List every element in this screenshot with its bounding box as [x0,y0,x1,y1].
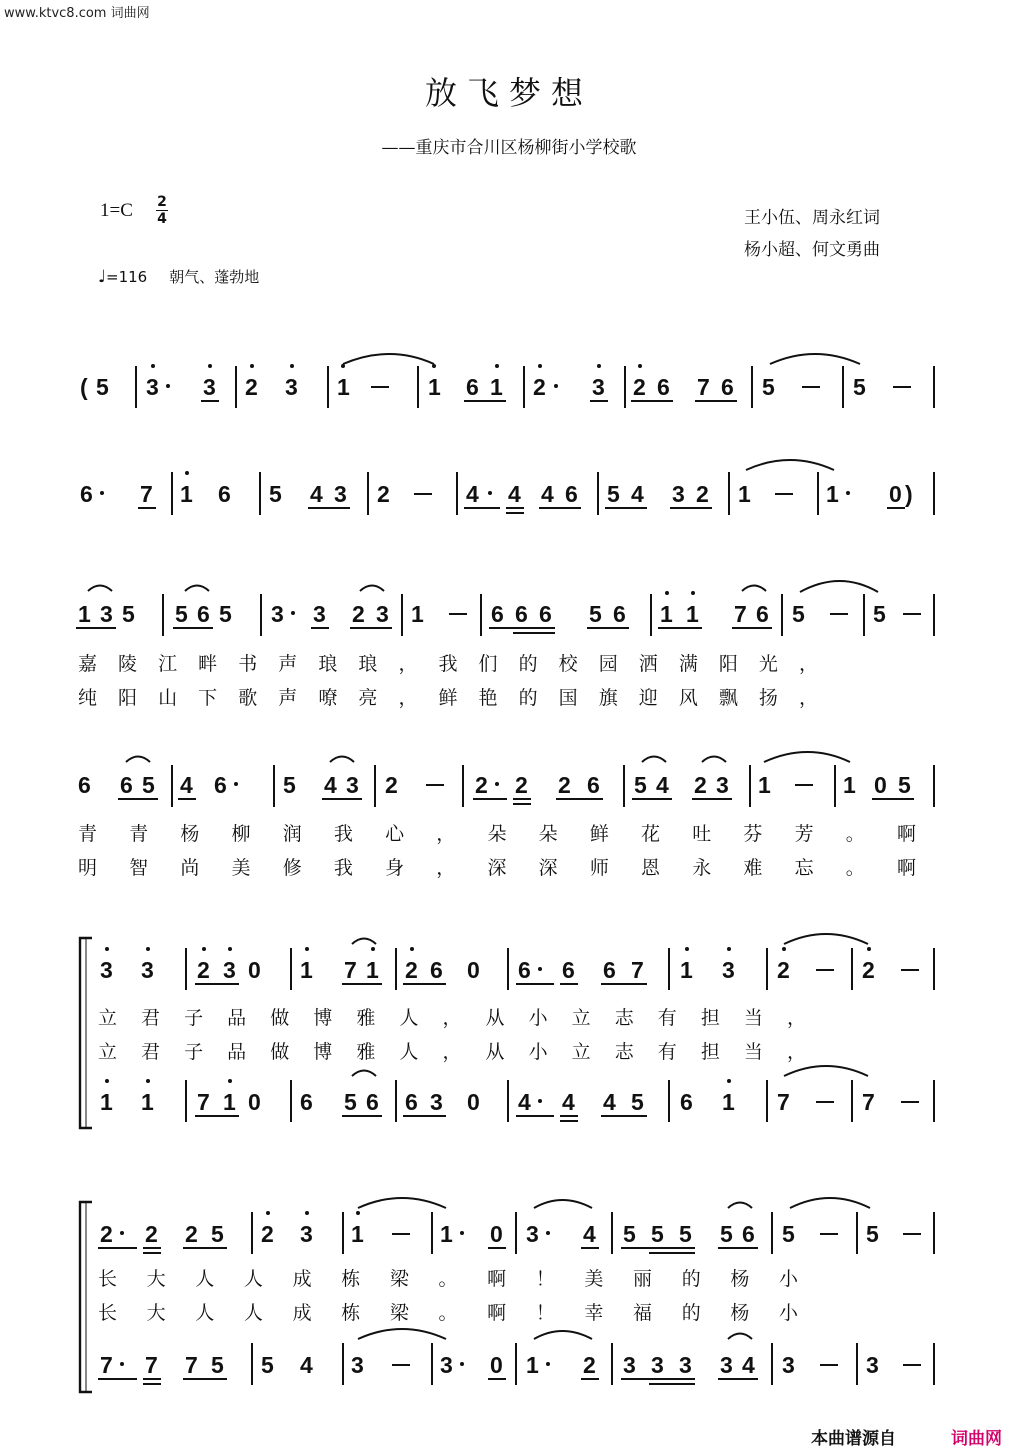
note: 4 [300,1352,313,1378]
note: 5 [679,1221,692,1247]
note: 3 [223,957,236,983]
quarter-note-icon: ♩ [98,267,107,287]
repeat-paren-close: ) [905,481,913,507]
note: 1 [366,957,379,983]
note: 2 [185,1221,198,1247]
note: 4 [656,772,669,798]
note: 2 [583,1352,596,1378]
note: 4 [180,772,193,798]
note: 2 [696,481,709,507]
note: 3 [203,374,216,400]
note: 3 [146,374,159,400]
system-3 [76,581,934,636]
note: 5 [142,772,155,798]
note: 1 [490,374,503,400]
note: 4 [324,772,337,798]
note: 6 [366,1089,379,1115]
key-signature: 1=C [100,200,133,221]
system-6 [80,1198,934,1392]
lyric-line-s4-v2: 明智尚美修我身，深深师恩永难忘。啊 [78,857,916,879]
note: 4 [518,1089,531,1115]
note: 6 [603,957,616,983]
note: 6 [742,1221,755,1247]
note: 6 [214,772,227,798]
note: 6 [539,601,552,627]
note: 3 [722,957,735,983]
note: 2 [385,772,398,798]
note: 2 [777,957,790,983]
note: 2 [694,772,707,798]
note: 5 [634,772,647,798]
note: 4 [466,481,479,507]
note: 5 [344,1089,357,1115]
note: 0 [248,957,261,983]
note: 7 [344,957,357,983]
time-signature-bottom: 4 [157,211,167,227]
note: 6 [680,1089,693,1115]
system-1 [80,354,934,408]
note: 2 [245,374,258,400]
note: 5 [261,1352,274,1378]
note: 6 [491,601,504,627]
note: 3 [672,481,685,507]
note: 5 [283,772,296,798]
note: 6 [120,772,133,798]
note: 6 [515,601,528,627]
time-signature [156,194,168,227]
note: 5 [853,374,866,400]
note: 0 [467,957,480,983]
note: 5 [873,601,886,627]
song-title: 放飞梦想 [424,74,593,112]
note: 6 [756,601,769,627]
note: 2 [633,374,646,400]
tempo-marking [98,266,259,287]
lyric-line-s5-v1: 立君子品做博雅人，从小立志有担当， [98,1007,806,1029]
note: 1 [843,772,856,798]
lyric-line-s6-v1: 长大人人成栋梁。啊！美丽的杨小 [98,1268,799,1290]
note: 6 [587,772,600,798]
note: 4 [603,1089,616,1115]
note: 5 [211,1221,224,1247]
note: 5 [782,1221,795,1247]
note: 3 [300,1221,313,1247]
note: 3 [141,957,154,983]
note: 6 [430,957,443,983]
note: 1 [686,601,699,627]
note: 3 [430,1089,443,1115]
note: 7 [631,957,644,983]
note: 3 [623,1352,636,1378]
note: 0 [889,481,902,507]
note: 2 [533,374,546,400]
note: 2 [475,772,488,798]
note: 1 [351,1221,364,1247]
note: 0 [490,1352,503,1378]
note: 3 [346,772,359,798]
note: 6 [565,481,578,507]
note: 6 [80,481,93,507]
note: 1 [337,374,350,400]
note: 1 [180,481,193,507]
note: 5 [96,374,109,400]
note: 2 [100,1221,113,1247]
note: 1 [680,957,693,983]
time-signature-top: 2 [157,194,167,210]
note: 0 [248,1089,261,1115]
note: 1 [526,1352,539,1378]
note: 1 [758,772,771,798]
lyric-line-s5-v2: 立君子品做博雅人，从小立志有担当， [98,1041,806,1063]
note: 3 [271,601,284,627]
note: 3 [351,1352,364,1378]
note: 7 [197,1089,210,1115]
song-subtitle: ——重庆市合川区杨柳街小学校歌 [381,138,637,158]
note: 3 [720,1352,733,1378]
note: 7 [862,1089,875,1115]
score-notation [76,354,934,1392]
note: 6 [78,772,91,798]
note: 5 [175,601,188,627]
note: 1 [223,1089,236,1115]
note: 2 [515,772,528,798]
system-4 [78,752,934,807]
lyric-line-s4-v1: 青青杨柳润我心，朵朵鲜花吐芬芳。啊 [78,823,916,845]
system-5 [80,934,934,1128]
note: 3 [679,1352,692,1378]
note: 7 [777,1089,790,1115]
note: 7 [100,1352,113,1378]
note: 1 [141,1089,154,1115]
site-logo[interactable]: 词曲网 [951,1429,1002,1449]
lyric-line-s6-v2: 长大人人成栋梁。啊！幸福的杨小 [98,1302,799,1324]
note: 2 [405,957,418,983]
note: 4 [583,1221,596,1247]
note: 6 [300,1089,313,1115]
note: 5 [269,481,282,507]
note: 6 [613,601,626,627]
note: 7 [145,1352,158,1378]
note: 1 [78,601,91,627]
note: 4 [310,481,323,507]
note: 5 [211,1352,224,1378]
source-label: 本曲谱源自 [811,1429,896,1449]
note: 6 [466,374,479,400]
note: 2 [862,957,875,983]
note: 5 [866,1221,879,1247]
note: 7 [734,601,747,627]
note: 6 [405,1089,418,1115]
note: 1 [660,601,673,627]
note: 3 [100,957,113,983]
note: 0 [874,772,887,798]
note: 2 [145,1221,158,1247]
note: 6 [562,957,575,983]
note: 1 [300,957,313,983]
note: 3 [313,601,326,627]
note: 5 [607,481,620,507]
note: 1 [738,481,751,507]
note: 3 [866,1352,879,1378]
note: 7 [697,374,710,400]
note: 3 [592,374,605,400]
repeat-paren-open: ( [80,374,88,400]
note: 5 [623,1221,636,1247]
note: 4 [541,481,554,507]
note: 7 [140,481,153,507]
tempo-bpm: =116 [106,268,148,286]
note: 4 [508,481,521,507]
note: 3 [782,1352,795,1378]
note: 3 [651,1352,664,1378]
note: 2 [377,481,390,507]
note: 6 [657,374,670,400]
note: 1 [428,374,441,400]
note: 3 [334,481,347,507]
note: 5 [122,601,135,627]
note: 1 [100,1089,113,1115]
system-2 [80,460,934,515]
note: 3 [526,1221,539,1247]
note: 2 [197,957,210,983]
site-watermark: www.ktvc8.com 词曲网 [4,6,150,21]
tempo-expression: 朝气、蓬勃地 [169,268,260,286]
lyric-line-s3-v2: 纯阳山下歌声嘹亮，鲜艳的国旗迎风飘扬， [78,687,818,709]
note: 5 [589,601,602,627]
note: 5 [219,601,232,627]
note: 6 [218,481,231,507]
note: 6 [518,957,531,983]
note: 3 [440,1352,453,1378]
composer-credit: 杨小超、何文勇曲 [744,240,880,260]
lyricist-credit: 王小伍、周永红词 [744,208,880,228]
note: 3 [376,601,389,627]
note: 4 [562,1089,575,1115]
note: 5 [651,1221,664,1247]
note: 2 [261,1221,274,1247]
note: 5 [720,1221,733,1247]
note: 3 [285,374,298,400]
note: 3 [716,772,729,798]
note: 2 [558,772,571,798]
note: 0 [467,1089,480,1115]
lyric-line-s3-v1: 嘉陵江畔书声琅琅，我们的校园洒满阳光， [78,653,818,675]
note: 1 [722,1089,735,1115]
lyrics [78,653,916,1324]
note: 7 [185,1352,198,1378]
note: 5 [898,772,911,798]
note: 4 [631,481,644,507]
note: 3 [100,601,113,627]
note: 0 [490,1221,503,1247]
note: 6 [197,601,210,627]
note: 1 [411,601,424,627]
note: 1 [826,481,839,507]
note: 2 [352,601,365,627]
note: 1 [440,1221,453,1247]
note: 5 [631,1089,644,1115]
note: 4 [742,1352,755,1378]
note: 5 [762,374,775,400]
note: 6 [721,374,734,400]
note: 5 [792,601,805,627]
